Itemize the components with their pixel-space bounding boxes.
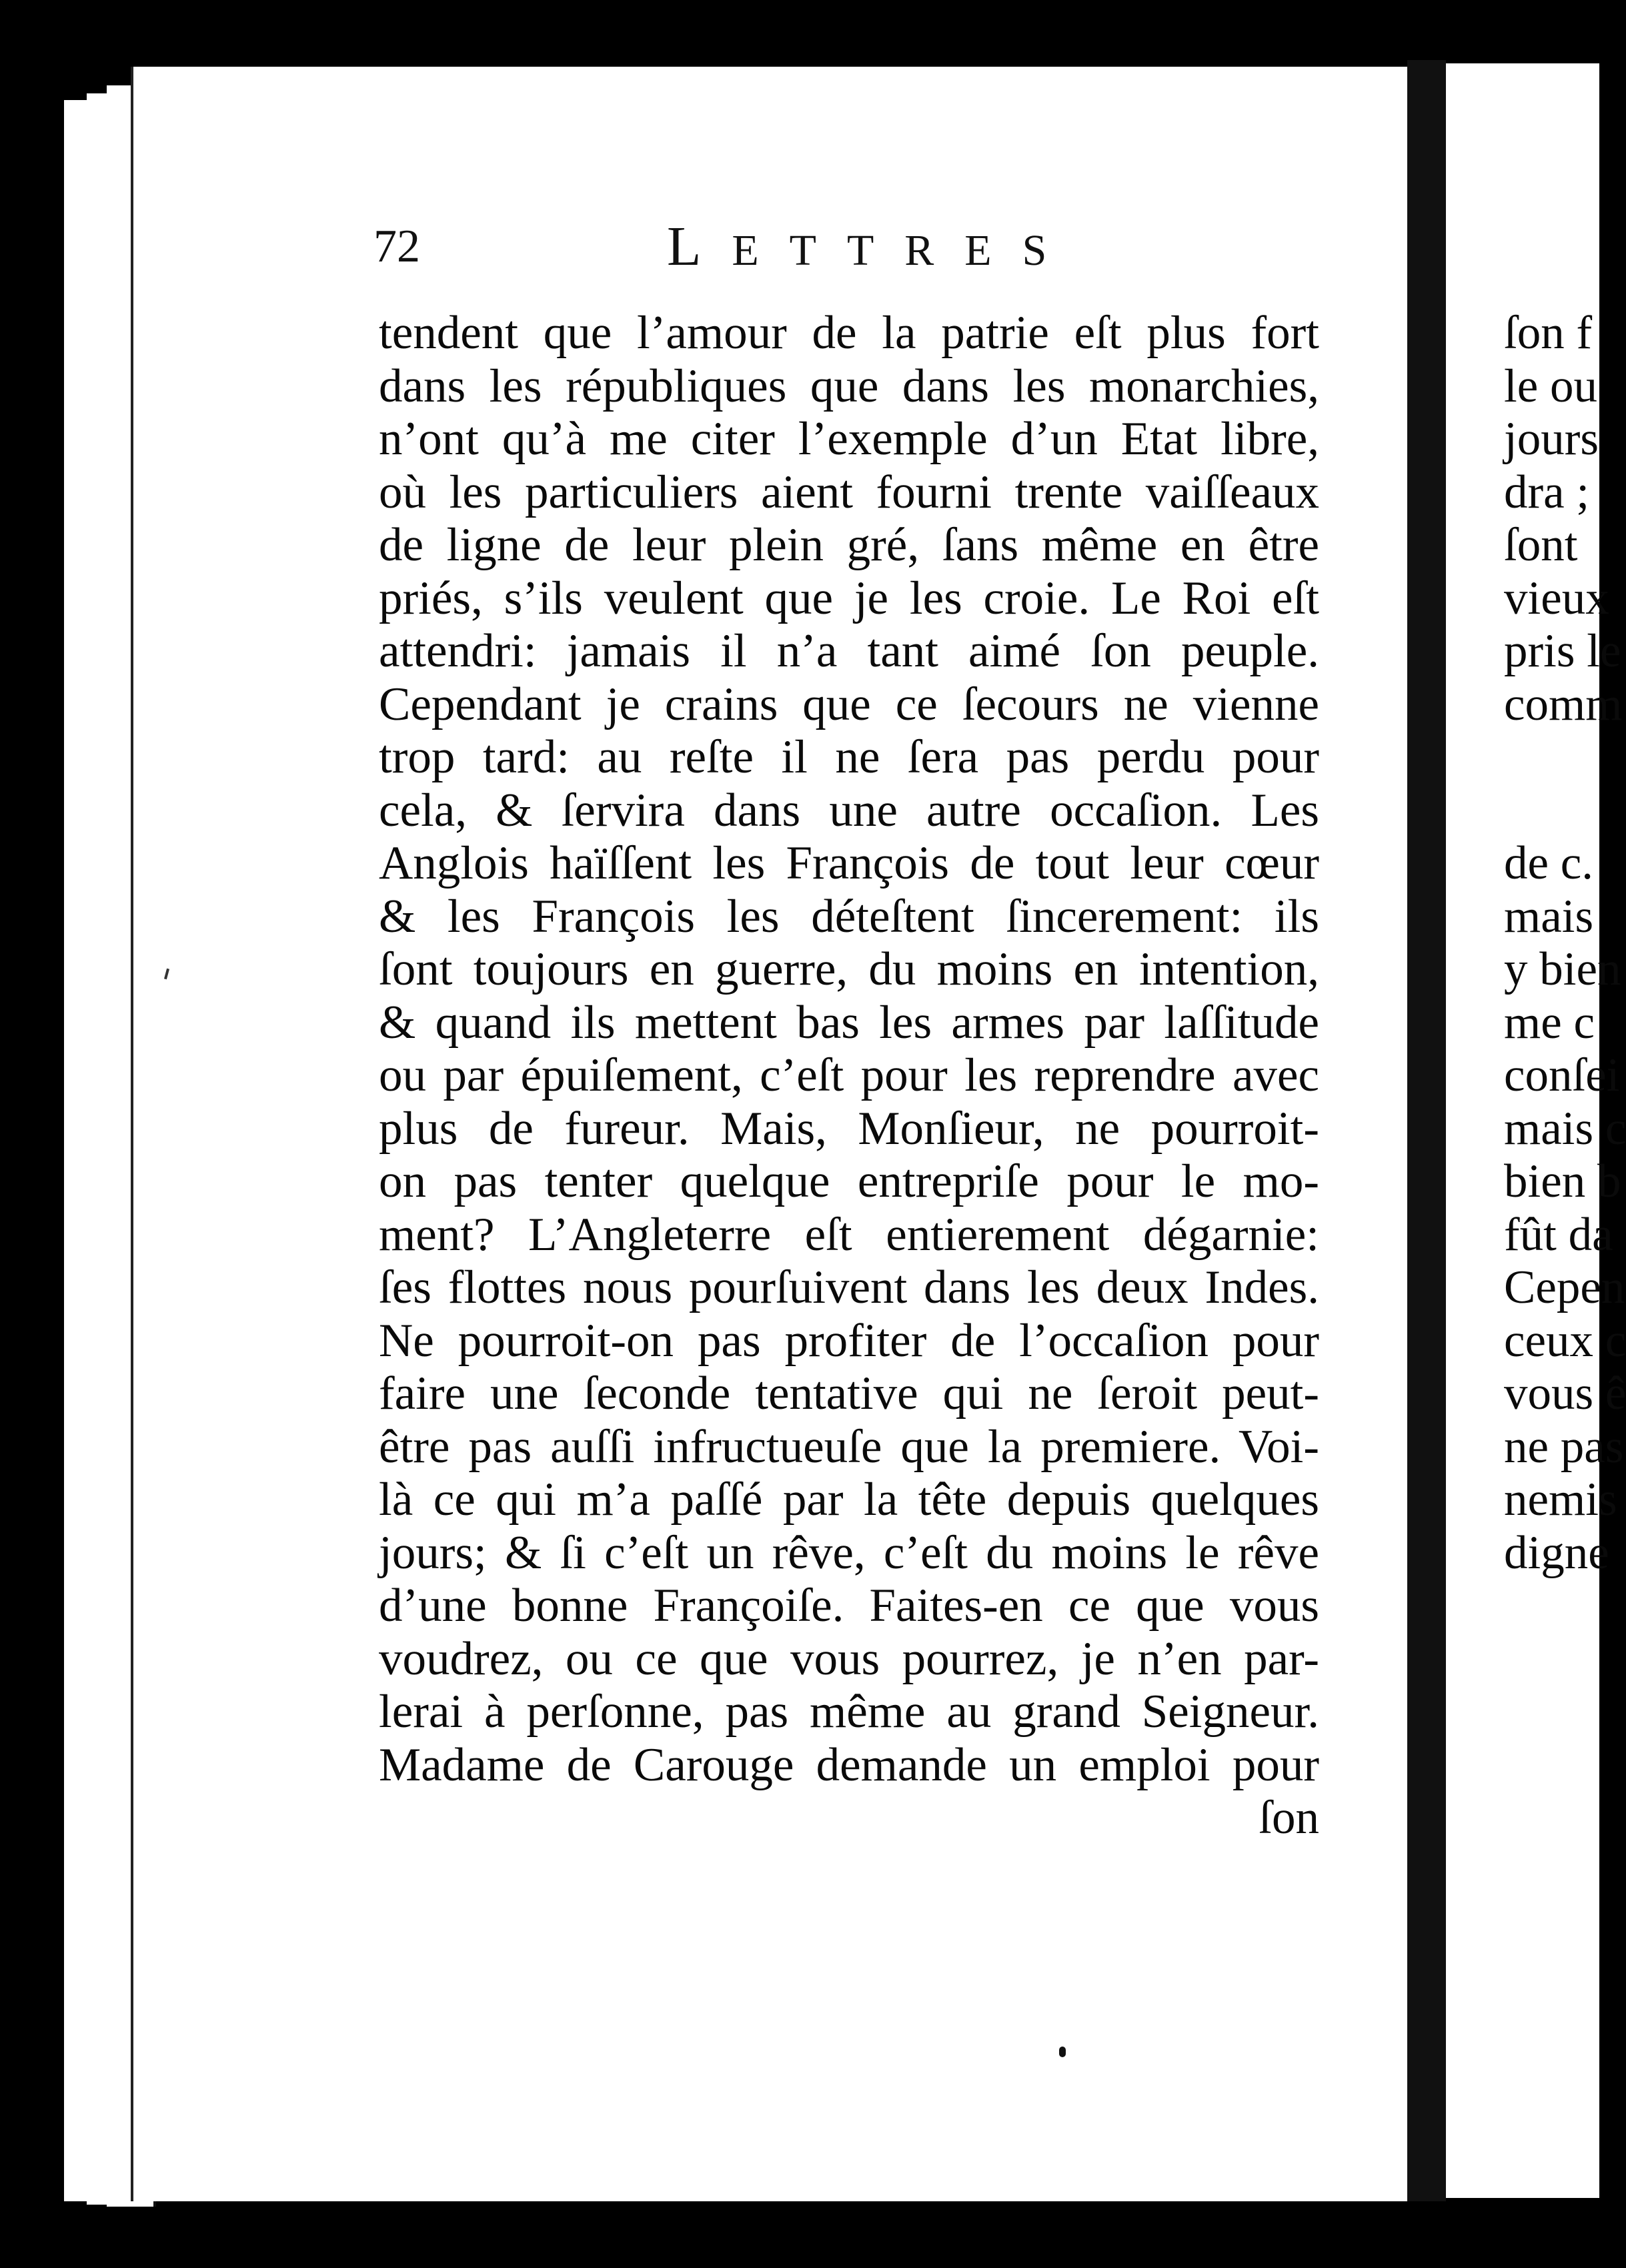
text-line: Anglois haïſſent les François de tout leur cœur	[379, 837, 1319, 889]
text-line: Cependant je crains que ce ſecours ne vienne	[379, 678, 1319, 730]
facing-text-line: pris le	[1504, 625, 1621, 677]
text-line: ou par épuiſement, c’eſt pour les reprendre avec	[379, 1049, 1319, 1101]
facing-text-line: me c	[1504, 996, 1595, 1049]
text-line: cela, & ſervira dans une autre occaſion. Les	[379, 784, 1319, 836]
facing-text-line: ne pas	[1504, 1420, 1624, 1473]
text-line: & les François les déteſtent ſincerement: ils	[379, 890, 1319, 943]
text-line: trop tard: au reſte il ne ſera pas perdu pour	[379, 731, 1319, 783]
page-number: 72	[373, 221, 420, 272]
facing-text-line: ſont	[1504, 519, 1578, 571]
text-line: ment? L’Angleterre eſt entierement dégarnie:	[379, 1208, 1319, 1261]
text-line: plus de fureur. Mais, Monſieur, ne pourroit-	[379, 1102, 1319, 1155]
text-line: Madame de Carouge demande un emploi pour	[379, 1738, 1319, 1791]
text-line: dans les républiques que dans les monarchies,	[379, 360, 1319, 412]
text-line: ſont toujours en guerre, du moins en intention,	[379, 943, 1319, 995]
ink-speck	[1059, 2047, 1066, 2057]
text-line: être pas auſſi infructueuſe que la premiere. Voi-	[379, 1420, 1319, 1473]
text-line: où les particuliers aient fourni trente vaiſſeaux	[379, 466, 1319, 518]
body-text	[379, 307, 1319, 1845]
text-line: lerai à perſonne, pas même au grand Seigneur.	[379, 1686, 1319, 1738]
facing-text-line: y bien	[1504, 943, 1621, 995]
facing-text-line: mais	[1504, 890, 1594, 943]
facing-text-line: comm	[1504, 678, 1623, 730]
facing-text-line: vous ê	[1504, 1367, 1626, 1420]
facing-text-line: jours	[1504, 413, 1599, 465]
text-line: attendri: jamais il n’a tant aimé ſon peuple.	[379, 625, 1319, 677]
facing-text-line: le ou	[1504, 360, 1597, 412]
text-line: ſes flottes nous pourſuivent dans les deux Indes.	[379, 1261, 1319, 1313]
facing-text-line: conſei	[1504, 1049, 1620, 1101]
facing-text-line: de c.	[1504, 837, 1594, 889]
text-line: priés, s’ils veulent que je les croie. Le Roi eſt	[379, 572, 1319, 624]
facing-text-line: fût da	[1504, 1208, 1613, 1261]
facing-text-line: Cepen	[1504, 1261, 1625, 1313]
text-line: voudrez, ou ce que vous pourrez, je n’en par-	[379, 1632, 1319, 1685]
facing-text-line: digne	[1504, 1526, 1609, 1579]
running-title-rest: ETTRES	[732, 226, 1078, 275]
facing-text-line: nemis	[1504, 1474, 1617, 1526]
facing-text-line: dra ;	[1504, 466, 1590, 518]
facing-page-text	[1504, 307, 1624, 1580]
text-line: Ne pourroit-on pas profiter de l’occaſion pour	[379, 1314, 1319, 1367]
text-line: tendent que l’amour de la patrie eſt plus fort	[379, 307, 1319, 359]
text-line: & quand ils mettent bas les armes par laſſitude	[379, 996, 1319, 1049]
facing-text-gap	[1504, 731, 1624, 837]
facing-text-line: bien b	[1504, 1155, 1621, 1207]
text-line: de ligne de leur plein gré, ſans même en être	[379, 519, 1319, 571]
facing-text-line: ceux c	[1504, 1314, 1626, 1367]
running-title-initial: L	[667, 215, 732, 277]
text-line: on pas tenter quelque entrepriſe pour le mo-	[379, 1155, 1319, 1207]
text-line: d’une bonne Françoiſe. Faites-en ce que vous	[379, 1580, 1319, 1632]
text-line: jours; & ſi c’eſt un rêve, c’eſt du moins le rêve	[379, 1526, 1319, 1579]
page-header	[373, 213, 1334, 294]
facing-text-line: mais c	[1504, 1102, 1626, 1155]
text-line: là ce qui m’a paſſé par la tête depuis quelques	[379, 1474, 1319, 1526]
text-line: faire une ſeconde tentative qui ne ſeroit peut-	[379, 1367, 1319, 1420]
text-line: n’ont qu’à me citer l’exemple d’un Etat libre,	[379, 413, 1319, 465]
catchword: ſon	[1259, 1792, 1319, 1844]
book-spine	[1407, 60, 1446, 2201]
running-title	[667, 213, 1077, 284]
facing-text-line: vieux	[1504, 572, 1609, 624]
facing-text-line: ſon f	[1504, 307, 1593, 359]
